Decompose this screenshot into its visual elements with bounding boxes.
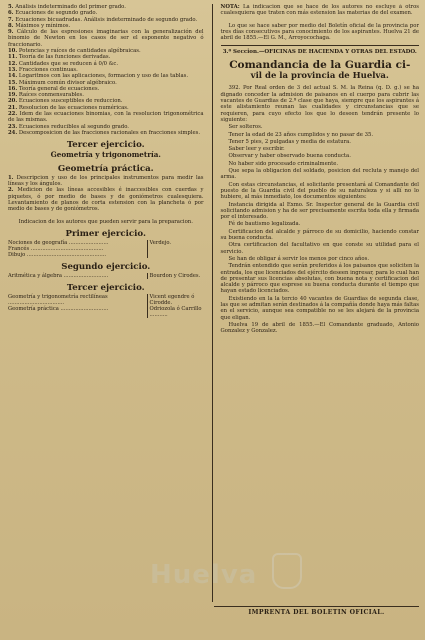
- tercer-ejercicio-2-table: [8, 294, 204, 318]
- list-item-number: 21.: [8, 104, 18, 111]
- announcement-paragraph: Saber leer y escribir.: [228, 146, 285, 153]
- tercer-ejercicio-2-title: Tercer ejercicio.: [66, 282, 145, 293]
- segundo-ejercicio-table: [8, 273, 204, 279]
- announcement-paragraph: Certificacion del alcalde y párroco de su domicilio, haciendo constar su buena conducta.: [220, 228, 419, 242]
- list-item-number: 2.: [8, 187, 14, 194]
- announcement-paragraph: Se han de obligar á servir los menos por cinco años.: [228, 255, 370, 262]
- section-rule: [221, 45, 419, 46]
- announcement-paragraph: Existiendo en la la tercio 40 vacantes de Guardias de segunda clase, las que se admitan serán destinados á la compañía donde haya más faltas en el servicio, aunque sea compatible no se les alejará de la provincia que eligan.: [220, 295, 419, 321]
- exam-row: [8, 294, 204, 306]
- section-heading: 3.ª Seccion.—OFICINAS DE HACIENDA Y OTRAS DEL ESTADO.: [222, 49, 417, 56]
- announcement-body: [221, 85, 419, 334]
- list-item-number: 24.: [8, 129, 18, 136]
- exam-subject: Dibujo ................................................: [8, 251, 107, 258]
- list-item-text: Máximos y mínimos.: [15, 22, 71, 29]
- announcement-paragraph: Instancia dirigida al Exmo. Sr. Inspector general de la Guardia civil solicitando admision y ha de ser precisamente escrita toda ella y firmada por el interesado.: [220, 201, 419, 221]
- list-item-text: Ecuaciones reducibles al segundo grado.: [18, 123, 129, 130]
- exam-author: Vicent egendre ó Cirodde.: [147, 294, 204, 306]
- nota-text: La indicacion que se hace de los autores no escluye á otros cualesquiera que traten con más estension las materias de del examen.: [220, 4, 419, 17]
- list-item-number: 22.: [8, 111, 18, 118]
- geometria-subtitle: Geometría y trigonometría.: [50, 150, 161, 160]
- announcement-paragraph: Con estas circunstancias, el solicitante presentará al Comandante del puesto de la Guardia civil del pueblo de su naturaleza y si allí no lo hubiere, al más inmediato, los documentos siguientes:: [220, 181, 419, 201]
- exam-author: Verdejo.: [147, 240, 204, 246]
- list-item-text: Máximum común divisor algébraico.: [18, 79, 117, 86]
- announcement-paragraph: Tener 5 pies, 2 pulgadas y media de estatura.: [228, 138, 351, 145]
- list-item: [8, 175, 204, 188]
- list-item: [8, 29, 204, 48]
- list-item: [8, 111, 204, 124]
- exam-subject: Geometría práctica .............................: [8, 305, 109, 312]
- list-item-number: 8.: [8, 22, 14, 29]
- list-item-text: Idem de las ecuaciones binomias, con la resolucion trigonométrica de las mismas.: [8, 111, 204, 124]
- announcement-paragraph: Que sepa la obligacion del soldado, posicion del recluta y manejo del arma.: [220, 168, 419, 181]
- announcement-paragraph: Observar y haber observado buena conducta.: [228, 153, 351, 160]
- list-item-number: 14.: [8, 73, 18, 80]
- list-item-text: Resolucion de las ecuaciones numéricas.: [18, 104, 129, 111]
- left-column: [8, 4, 210, 602]
- list-item: [8, 187, 204, 212]
- announcement-paragraph: Ser solteros.: [228, 124, 263, 131]
- list-item-number: 5.: [8, 4, 14, 10]
- list-item-text: Cantidades que se reducen á 0/0 &c.: [18, 60, 119, 67]
- nota-label: NOTA:: [220, 4, 240, 10]
- announcement-paragraph: Fé de bautismo legalizada.: [228, 221, 301, 228]
- segundo-ejercicio-title: Segundo ejercicio.: [61, 261, 151, 272]
- primer-ejercicio-title: Primer ejercicio.: [65, 228, 146, 239]
- list-item-number: 11.: [8, 54, 18, 61]
- list-item-number: 10.: [8, 48, 18, 55]
- exam-row: [8, 306, 204, 318]
- list-item-number: 19.: [8, 92, 18, 99]
- watermark-logo: Huelva: [150, 560, 258, 590]
- exam-author: Odriozola ó Carrillo ...........: [147, 306, 204, 318]
- exam-subject: Geometría y trigonometría rectilíneas ..................................: [8, 293, 108, 306]
- exam-subject: Nociones de geografía ........................: [8, 239, 109, 246]
- announcement-paragraph: 392. Por Real orden de 3 del actual S. M. la Reina (q. D. g.) se ha dignado conceder la admision de paisanos en el cuerpo para cubrir las vacantes de Guardias de 2.ª clase que haya, siempre que los aspirantes á este alistamiento reunan las cualidades y circunstancias que se requieren, para cuyo efecto los que lo deseen tendrán presente lo siguiente:: [220, 85, 419, 123]
- list-item-text: Ecuaciones de segundo grado.: [15, 10, 98, 17]
- list-item-text: Ecuaciones bicuadradas. Análisis indeterminado de segundo grado.: [15, 16, 198, 23]
- list-item-number: 20.: [8, 98, 18, 105]
- geometria-practica-title: Geometría práctica.: [57, 163, 154, 174]
- list-item-text: Ecuaciones susceptibles de reduccion.: [18, 98, 123, 105]
- nota-text-2: Lo que se hace saber por medio del Boletín oficial de la provincia por tres días consecutivos para conocimiento de los aspirantes. Huelva 21 de abril de 1855.—El G. M., Arroyocochaga.: [220, 22, 419, 42]
- exam-row: [8, 252, 204, 258]
- topic-list-c: [8, 175, 204, 213]
- list-item-text: Teoría de las funciones derivadas.: [18, 54, 111, 61]
- list-item-text: Análisis indeterminado del primer grado.: [15, 4, 126, 10]
- list-item-number: 15.: [8, 79, 18, 86]
- announcement-paragraph: Huelva 19 de abril de 1855.—El Comandante graduado, Antonio Gonzalez y Gonzalez.: [220, 321, 419, 335]
- list-item-number: 16.: [8, 85, 18, 92]
- list-item-number: 12.: [8, 60, 18, 67]
- list-item: [8, 130, 204, 136]
- two-columns: [8, 4, 419, 602]
- announcement-paragraph: Tendrán entendido que serán preferidos á los paisanos que soliciten la entrada, los que licenciados del ejército deseen ingresar, para lo cual han de presentar sus licencias absolutas, con buena nota y certificacion del alcalde y párroco que esprese su buena conducta durante el tiempo que hayan estado licenciados.: [220, 263, 419, 295]
- footer-rule: [214, 606, 419, 607]
- exam-author: Bourdon y Cirodes.: [147, 273, 204, 279]
- primer-ejercicio-table: [8, 240, 204, 258]
- comandancia-subtitle: vil de la provincia de Huelva.: [250, 71, 389, 82]
- exam-author: [147, 252, 204, 258]
- nota-block: [221, 4, 419, 17]
- list-item-text: Raíces conmensurables.: [18, 92, 84, 99]
- list-item-text: Potencias y raíces de cantidades algébraicas.: [18, 48, 141, 55]
- exam-subject: Francés ............................................: [8, 245, 104, 252]
- list-item-number: 23.: [8, 123, 18, 130]
- list-item-number: 13.: [8, 66, 18, 73]
- column-divider: [212, 4, 213, 602]
- exam-row: [8, 273, 204, 279]
- indicacion-autores: Indicacion de los autores que pueden servir para la preparacion.: [18, 218, 193, 225]
- list-item-text: Descripcion y uso de los principales instrumentos para medir las líneas y los ángulos.: [8, 174, 204, 188]
- list-item-text: Logaritmos con las aplicaciones, formacion y uso de las tablas.: [18, 73, 189, 80]
- list-item-number: 1.: [8, 174, 14, 181]
- list-item-text: Teoría general de ecuaciones.: [18, 85, 100, 92]
- comandancia-title: Comandancia de la Guardia ci-: [229, 59, 411, 72]
- list-item-text: Medicion de las líneas accesibles é inaccesibles con cuerdas y piquetes, ó por medio de bases y de goniómetros cualesquiera. Levantamiento de planos de corta estension con la plancheta ó por medio de bases y de goniómetros.: [8, 187, 204, 213]
- right-column: [217, 4, 419, 602]
- list-item-number: 6.: [8, 10, 14, 17]
- tercer-ejercicio-title: Tercer ejercicio.: [66, 140, 145, 151]
- announcement-paragraph: Otra certificacion del facultativo en que conste su utilidad para el servicio.: [220, 242, 419, 255]
- exam-subject: Aritmética y álgebra ...........................: [8, 272, 109, 279]
- list-item-text: Fracciones continuas.: [18, 66, 78, 73]
- list-item-text: Cálculo de las espresiones imaginarias con la generalización del binomio de Newton en los casos de ser el esponente negativo ó fraccionario.: [8, 29, 204, 48]
- imprenta-footer: IMPRENTA DEL BOLETIN OFICIAL.: [248, 609, 385, 616]
- list-item-number: 9.: [8, 29, 14, 36]
- announcement-paragraph: No haber sido procesado criminalmente.: [228, 160, 339, 167]
- topic-list-a: [8, 4, 204, 136]
- list-item-text: Descomposicion de las fracciones racionales en fracciones simples.: [18, 129, 201, 136]
- list-item-number: 7.: [8, 16, 14, 23]
- announcement-paragraph: Tener la edad de 23 años cumplidos y no pasar de 35.: [228, 131, 374, 138]
